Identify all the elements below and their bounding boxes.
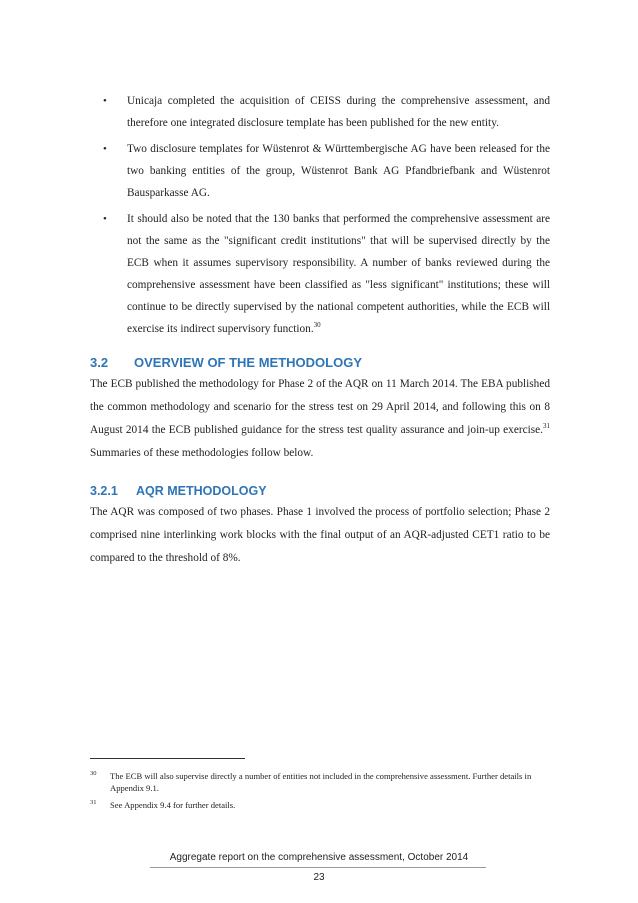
page-number: 23 xyxy=(313,872,325,883)
subsection-number: 3.2.1 xyxy=(90,484,118,498)
bullet-icon: • xyxy=(103,213,107,225)
bullet-text: Two disclosure templates for Wüstenrot & Württembergische AG have been released for the two banking entities of the group, Wüstenrot Bank AG Pfandbriefbank and Wüstenrot Bausparkasse AG. xyxy=(127,143,550,199)
section-title: OVERVIEW OF THE METHODOLOGY xyxy=(134,355,362,370)
footnote-number: 31 xyxy=(90,799,97,806)
footnote-divider xyxy=(90,758,245,759)
footer-divider xyxy=(150,867,486,868)
footnote xyxy=(90,799,550,811)
footnote xyxy=(90,770,550,794)
footnote-text: See Appendix 9.4 for further details. xyxy=(110,800,236,810)
bullet-item xyxy=(90,90,550,134)
footnote-ref[interactable]: 30 xyxy=(313,321,321,330)
footnote-number: 30 xyxy=(90,770,97,777)
subsection-paragraph: The AQR was composed of two phases. Phase 1 involved the process of portfolio selection; Phase 2 comprised nine interlinking work blocks with the final output of an AQR-adjusted CET1 ratio to be compared to the threshold of 8%. xyxy=(90,506,550,564)
section-heading xyxy=(90,355,362,370)
subsection-heading xyxy=(90,484,267,498)
footnote-ref[interactable]: 31 xyxy=(543,422,550,431)
bullet-icon: • xyxy=(103,143,107,155)
footer-title: Aggregate report on the comprehensive assessment, October 2014 xyxy=(169,852,469,863)
bullet-list xyxy=(90,90,550,344)
bullet-item xyxy=(90,208,550,340)
footnotes xyxy=(90,770,550,816)
bullet-item xyxy=(90,138,550,204)
section-paragraph: The ECB published the methodology for Phase 2 of the AQR on 11 March 2014. The EBA published the common methodology and scenario for the stress test on 29 April 2014, and following this on 8 August 2014 the ECB published guidance for the stress test quality assurance and join-up exercise.$^{31}$ Summaries of these methodologies follow below. xyxy=(90,378,550,459)
subsection-title: AQR METHODOLOGY xyxy=(136,484,267,498)
bullet-icon: • xyxy=(103,95,107,107)
section-number: 3.2 xyxy=(90,355,109,370)
footnote-text: The ECB will also supervise directly a number of entities not included in the comprehensive assessment. Further details in Appendix 9.1. xyxy=(110,771,532,793)
bullet-text: Unicaja completed the acquisition of CEISS during the comprehensive assessment, and therefore one integrated disclosure template has been published for the new entity. xyxy=(127,95,550,129)
bullet-text: It should also be noted that the 130 banks that performed the comprehensive assessment are not the same as the "significant credit institutions" that will be supervised directly by the ECB when it assumes supervisory responsibility. A number of banks reviewed during the comprehensive assessment have been classified as "less significant" institutions; these will continue to be directly supervised by the national competent authorities, while the ECB will exercise its indirect supervisory function. xyxy=(127,213,550,335)
